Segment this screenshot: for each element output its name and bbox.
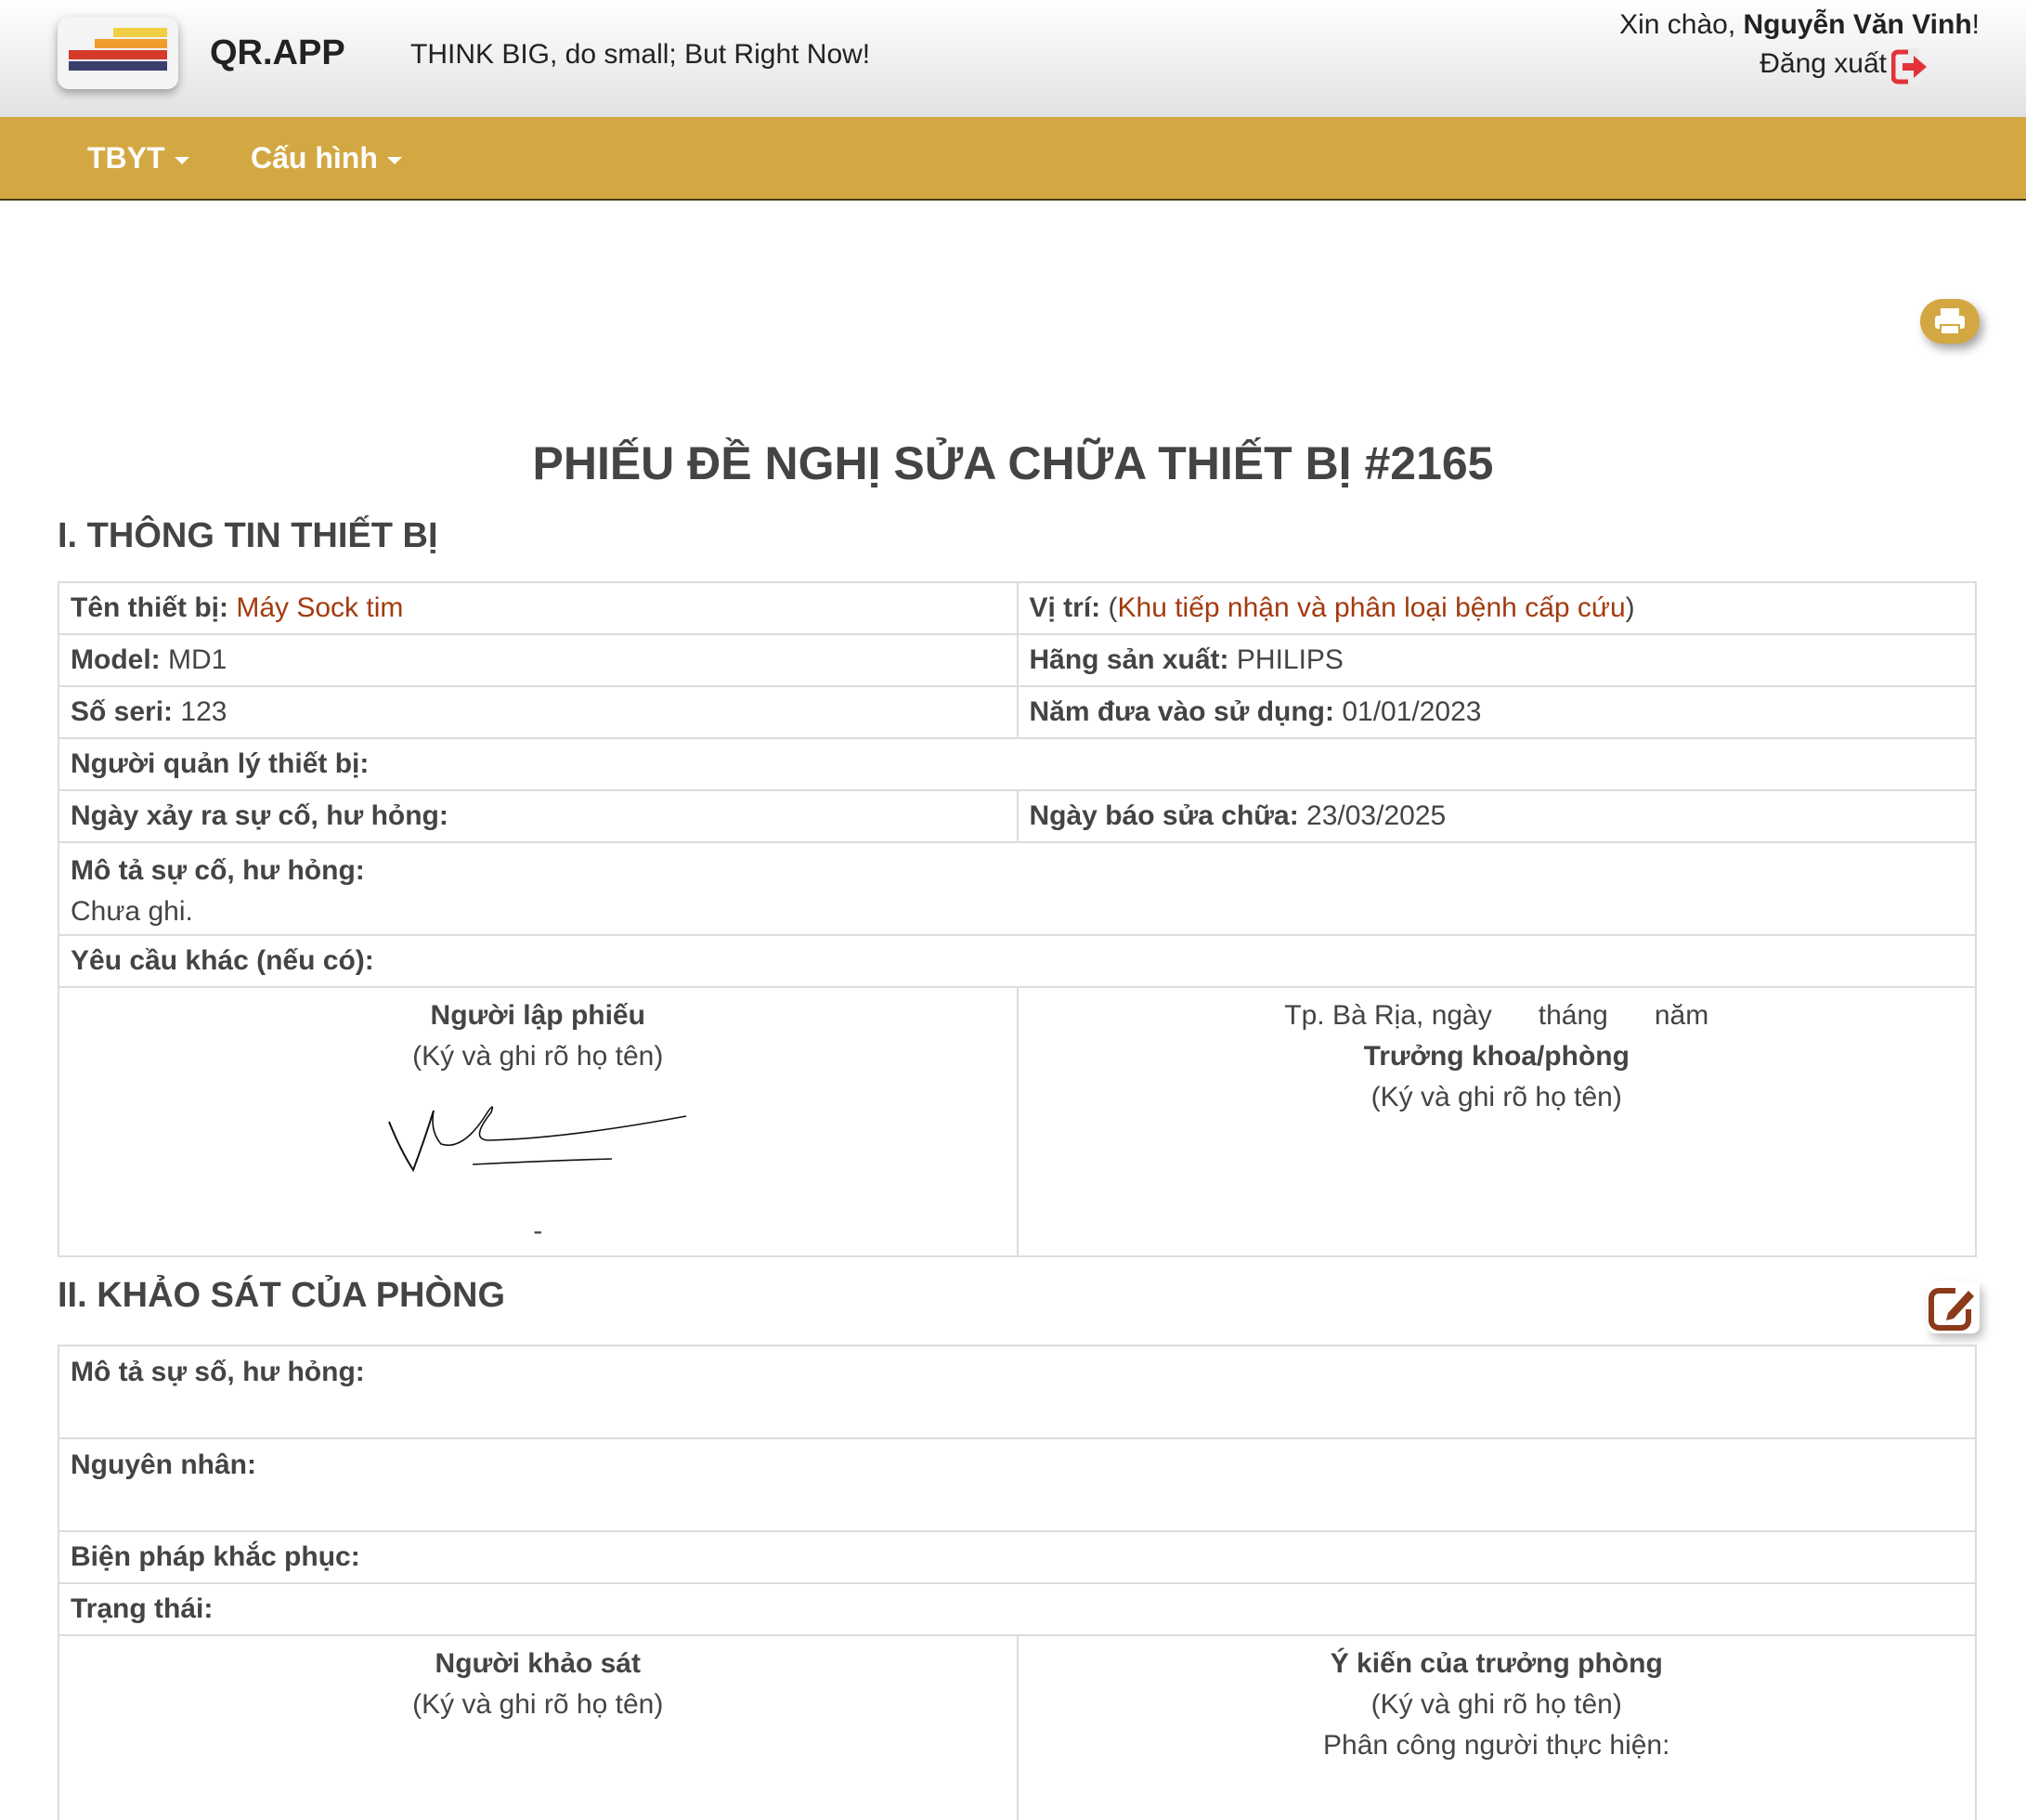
greeting-prefix: Xin chào,: [1619, 9, 1744, 40]
logo-bar-navy: [69, 61, 167, 71]
nav-menu-config-label: Cấu hình: [251, 141, 378, 175]
assign-label: Phân công người thực hiện:: [1323, 1730, 1670, 1761]
print-button[interactable]: [1920, 299, 1980, 344]
head-signature-cell: [1018, 987, 1977, 1256]
model-value: MD1: [168, 644, 227, 675]
greeting-suffix: !: [1971, 9, 1980, 40]
device-name-value: Máy Sock tim: [236, 592, 404, 623]
opinion-title: Ý kiến của trưởng phòng: [1330, 1648, 1663, 1679]
other-request-label: Yêu cầu khác (nếu có):: [71, 945, 374, 976]
signature-image: [380, 1085, 695, 1187]
logout-link[interactable]: Đăng xuất: [1760, 48, 1887, 79]
location-open: (: [1100, 592, 1118, 623]
description-label: Mô tả sự cố, hư hỏng:: [71, 855, 365, 886]
survey-description-cell: [58, 1346, 1976, 1438]
opinion-note: (Ký và ghi rõ họ tên): [1370, 1689, 1622, 1720]
incident-date-label: Ngày xảy ra sự cố, hư hỏng:: [71, 800, 448, 831]
year-value: 01/01/2023: [1342, 696, 1482, 727]
nav-menu-config[interactable]: [251, 141, 402, 176]
serial-cell: [58, 686, 1018, 738]
app-logo[interactable]: [58, 17, 178, 89]
user-name: Nguyễn Văn Vinh: [1743, 9, 1972, 40]
description-value: Chưa ghi.: [71, 896, 193, 927]
creator-signature-cell: [58, 987, 1018, 1256]
logo-bar-red: [69, 50, 167, 59]
surveyor-signature-cell: [58, 1635, 1018, 1820]
date-line: Tp. Bà Rịa, ngày tháng năm: [1284, 1000, 1709, 1031]
model-cell: [58, 634, 1018, 686]
opinion-signature-cell: [1018, 1635, 1977, 1820]
section-device-info-title: I. THÔNG TIN THIẾT BỊ: [58, 516, 438, 555]
head-title: Trưởng khoa/phòng: [1363, 1041, 1630, 1072]
status-label: Trạng thái:: [71, 1593, 214, 1624]
cause-cell: [58, 1438, 1976, 1531]
report-date-label: Ngày báo sửa chữa:: [1029, 800, 1299, 831]
logo-bar-orange: [95, 39, 167, 48]
surveyor-note: (Ký và ghi rõ họ tên): [412, 1689, 664, 1720]
creator-title: Người lập phiếu: [430, 1000, 645, 1031]
printer-icon: [1920, 299, 1980, 344]
report-date-cell: [1018, 790, 1977, 842]
brand-name[interactable]: QR.APP: [210, 33, 345, 72]
logo-bar-yellow: [113, 28, 167, 37]
head-note: (Ký và ghi rõ họ tên): [1370, 1082, 1622, 1112]
remedy-label: Biện pháp khắc phục:: [71, 1541, 360, 1572]
edit-icon: [1928, 1281, 1980, 1333]
other-request-cell: [58, 935, 1976, 987]
surveyor-title: Người khảo sát: [435, 1648, 641, 1679]
device-name-cell: [58, 582, 1018, 634]
manager-cell: [58, 738, 1976, 790]
location-close: ): [1625, 592, 1635, 623]
manufacturer-label: Hãng sản xuất:: [1029, 644, 1229, 675]
main-navbar: [0, 117, 2026, 201]
creator-note: (Ký và ghi rõ họ tên): [412, 1041, 664, 1072]
edit-button[interactable]: [1928, 1281, 1980, 1333]
description-cell: [58, 842, 1976, 935]
user-greeting: [1619, 9, 1980, 41]
location-value[interactable]: Khu tiếp nhận và phân loại bệnh cấp cứu: [1117, 592, 1626, 623]
incident-date-cell: [58, 790, 1018, 842]
logout-icon[interactable]: [1891, 48, 1929, 85]
section-survey-title: II. KHẢO SÁT CỦA PHÒNG: [58, 1276, 506, 1315]
serial-label: Số seri:: [71, 696, 174, 727]
document-title: PHIẾU ĐỀ NGHỊ SỬA CHỮA THIẾT BỊ #2165: [532, 437, 1494, 489]
remedy-cell: [58, 1531, 1976, 1583]
survey-table: [58, 1345, 1977, 1820]
manufacturer-cell: [1018, 634, 1977, 686]
caret-down-icon: [175, 157, 189, 164]
cause-label: Nguyên nhân:: [71, 1450, 256, 1480]
caret-down-icon: [387, 157, 402, 164]
device-name-label: Tên thiết bị:: [71, 592, 228, 623]
location-cell: [1018, 582, 1977, 634]
model-label: Model:: [71, 644, 161, 675]
serial-value: 123: [180, 696, 227, 727]
manager-label: Người quản lý thiết bị:: [71, 748, 370, 779]
location-label: Vị trí:: [1029, 592, 1101, 623]
report-date-value: 23/03/2025: [1306, 800, 1447, 831]
year-cell: [1018, 686, 1977, 738]
app-header: [0, 0, 2026, 117]
status-cell: [58, 1583, 1976, 1635]
survey-description-label: Mô tả sự số, hư hỏng:: [71, 1357, 365, 1387]
manufacturer-value: PHILIPS: [1236, 644, 1344, 675]
slogan: THINK BIG, do small; But Right Now!: [410, 39, 871, 70]
creator-name: -: [533, 1216, 543, 1246]
nav-menu-tbyt-label: TBYT: [87, 141, 165, 175]
device-info-table: [58, 581, 1977, 1257]
year-label: Năm đưa vào sử dụng:: [1029, 696, 1334, 727]
nav-menu-tbyt[interactable]: [87, 141, 189, 176]
